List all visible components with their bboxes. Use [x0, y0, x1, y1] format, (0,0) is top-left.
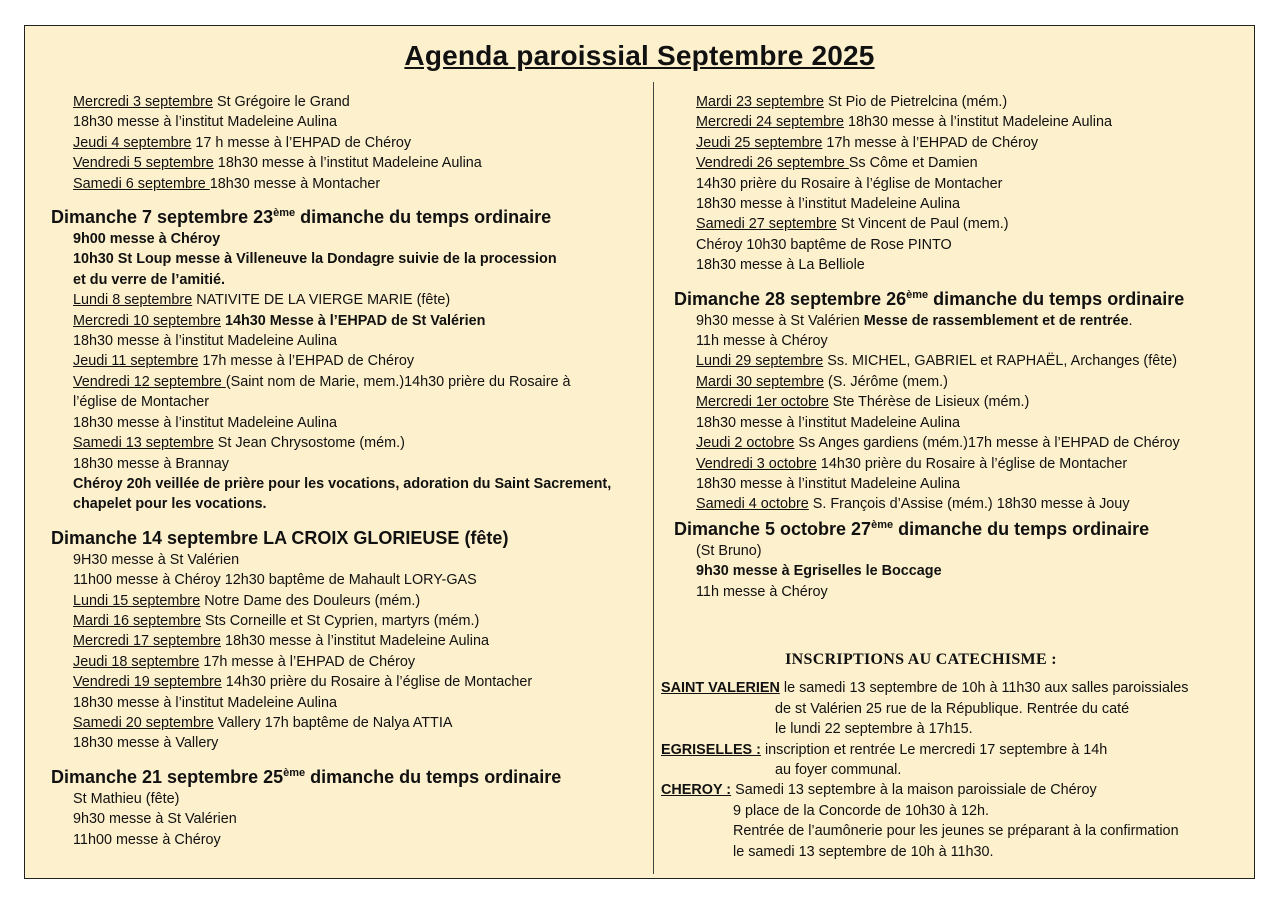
event-text: 17h messe à l’EHPAD de Chéroy	[822, 134, 1039, 151]
agenda-line	[73, 652, 653, 672]
right-column	[674, 92, 1236, 602]
event-text: 9h30 messe à St Valérien	[73, 811, 237, 828]
bold-text: 14h30 Messe à l’EHPAD de St Valérien	[220, 312, 486, 329]
event-text: 18h30 messe à Vallery	[73, 735, 219, 752]
cheroy-line: CHEROY : Samedi 13 septembre à la maison paroissiale de Chéroy	[661, 782, 1097, 799]
event-text: St Jean Chrysostome (mém.)	[213, 435, 405, 452]
egriselles-detail: au foyer communal.	[775, 762, 902, 779]
date-label: Mardi 16 septembre	[73, 612, 201, 629]
event-text: 14h30 prière du Rosaire à l’église de Montacher	[696, 175, 1003, 192]
sunday-heading-7: Dimanche 7 septembre 23ème dimanche du temps ordinaire	[51, 207, 552, 228]
event-text: 18h30 messe à l’institut Madeleine Aulina	[696, 196, 960, 213]
date-label: Vendredi 12 septembre	[73, 373, 226, 390]
agenda-line	[73, 672, 653, 692]
agenda-line	[696, 413, 1236, 433]
cheroy-detail: le samedi 13 septembre de 10h à 11h30.	[733, 843, 994, 860]
agenda-line	[696, 494, 1236, 514]
date-label: Samedi 20 septembre	[73, 714, 214, 731]
agenda-line	[73, 570, 653, 590]
agenda-line	[73, 713, 653, 733]
event-text: Ss Côme et Damien	[848, 155, 978, 172]
event-text: 11h00 messe à Chéroy	[73, 831, 221, 848]
date-label: Vendredi 3 octobre	[696, 455, 817, 472]
column-divider	[653, 82, 654, 874]
date-label: Jeudi 18 septembre	[73, 653, 200, 670]
event-text: 17 h messe à l’EHPAD de Chéroy	[191, 134, 412, 151]
sunday-7-lines	[73, 229, 653, 515]
left-column	[51, 92, 653, 850]
event-text: S. François d’Assise (mém.) 18h30 messe à Jouy	[808, 496, 1130, 513]
event-text: 18h30 messe à l’institut Madeleine Aulina	[73, 414, 337, 431]
saint-valerien-line: SAINT VALERIEN le samedi 13 septembre de 10h à 11h30 aux salles paroissiales	[661, 680, 1189, 697]
bold-text: 9h30 messe à Egriselles le Boccage	[696, 563, 942, 580]
agenda-line	[696, 153, 1236, 173]
date-label: Lundi 8 septembre	[73, 292, 193, 309]
event-text: Ss Anges gardiens (mém.)17h messe à l’EHPAD de Chéroy	[794, 435, 1180, 452]
bold-text: Messe de rassemblement et de rentrée	[863, 312, 1129, 329]
agenda-line	[73, 392, 653, 412]
event-text: 18h30 messe à La Belliole	[696, 257, 865, 274]
bold-text: et du verre de l’amitié.	[73, 271, 225, 288]
date-label: Mercredi 10 septembre	[73, 312, 221, 329]
date-label: Samedi 4 octobre	[696, 496, 809, 513]
event-text: 9h30 messe à St Valérien	[696, 312, 864, 329]
event-text: 18h30 messe à l’institut Madeleine Aulina	[220, 633, 489, 650]
agenda-line	[73, 351, 653, 371]
date-label: Vendredi 5 septembre	[73, 155, 214, 172]
egriselles-label: EGRISELLES :	[661, 741, 761, 758]
event-text: Vallery 17h baptême de Nalya ATTIA	[213, 714, 453, 731]
agenda-line	[73, 249, 653, 269]
date-label: Lundi 29 septembre	[696, 353, 824, 370]
date-label: Jeudi 4 septembre	[73, 134, 192, 151]
agenda-line	[696, 433, 1236, 453]
event-text: 18h30 messe à l’institut Madeleine Aulina	[213, 155, 482, 172]
event-text: Notre Dame des Douleurs (mém.)	[200, 592, 421, 609]
event-text: 17h messe à l’EHPAD de Chéroy	[198, 353, 415, 370]
event-text: 11h messe à Chéroy	[696, 583, 828, 600]
page-title: Agenda paroissial Septembre 2025	[404, 40, 875, 71]
date-label: Jeudi 11 septembre	[73, 353, 199, 370]
date-label: Vendredi 26 septembre	[696, 155, 849, 172]
agenda-line	[696, 194, 1236, 214]
event-text: St Grégoire le Grand	[212, 94, 350, 110]
sunday-heading-14: Dimanche 14 septembre LA CROIX GLORIEUSE (fête)	[51, 527, 509, 548]
agenda-line	[696, 331, 1236, 351]
event-text: .	[1128, 312, 1133, 329]
agenda-line	[696, 351, 1236, 371]
agenda-line	[73, 550, 653, 570]
sunday-28-lines	[696, 311, 1236, 515]
agenda-line	[696, 255, 1236, 275]
event-text: Ste Thérèse de Lisieux (mém.)	[828, 394, 1030, 411]
agenda-line	[73, 270, 653, 290]
event-text: 18h30 messe à l’institut Madeleine Aulina	[696, 475, 960, 492]
event-text: 11h00 messe à Chéroy 12h30 baptême de Mahault LORY-GAS	[73, 572, 477, 589]
event-text: 18h30 messe à l’institut Madeleine Aulina	[696, 414, 960, 431]
date-label: Mardi 23 septembre	[696, 94, 824, 110]
event-text: 14h30 prière du Rosaire à l’église de Montacher	[221, 674, 533, 691]
event-text: 17h messe à l’EHPAD de Chéroy	[199, 653, 416, 670]
event-text: Sts Corneille et St Cyprien, martyrs (mém.)	[200, 612, 480, 629]
agenda-line	[73, 290, 653, 310]
bold-text: 9h00 messe à Chéroy	[73, 231, 221, 248]
event-text: St Mathieu (fête)	[73, 790, 180, 807]
event-text: Ss. MICHEL, GABRIEL et RAPHAËL, Archanges (fête)	[823, 353, 1177, 370]
agenda-line	[73, 494, 653, 514]
date-label: Jeudi 25 septembre	[696, 134, 823, 151]
agenda-panel	[24, 25, 1255, 879]
event-text: 11h messe à Chéroy	[696, 333, 828, 350]
sunday-heading-28: Dimanche 28 septembre 26ème dimanche du temps ordinaire	[674, 288, 1185, 309]
agenda-line	[73, 413, 653, 433]
agenda-line	[696, 561, 1236, 581]
agenda-line	[73, 92, 653, 112]
cheroy-label: CHEROY :	[661, 782, 732, 799]
agenda-line	[73, 153, 653, 173]
agenda-line	[73, 372, 653, 392]
event-text: (Saint nom de Marie, mem.)14h30 prière du Rosaire à	[225, 373, 571, 390]
cheroy-detail: 9 place de la Concorde de 10h30 à 12h.	[733, 802, 990, 819]
event-text: l’église de Montacher	[73, 394, 209, 411]
agenda-line	[73, 733, 653, 753]
agenda-line	[696, 582, 1236, 602]
event-text: 18h30 messe à l’institut Madeleine Aulina	[73, 333, 337, 350]
date-label: Samedi 13 septembre	[73, 435, 214, 452]
agenda-line	[696, 372, 1236, 392]
agenda-line	[696, 133, 1236, 153]
agenda-line	[73, 474, 653, 494]
event-text: (S. Jérôme (mem.)	[823, 373, 948, 390]
date-label: Mercredi 17 septembre	[73, 633, 221, 650]
agenda-line	[73, 454, 653, 474]
date-label: Samedi 6 septembre	[73, 175, 210, 192]
agenda-line	[73, 112, 653, 132]
catechisme-section	[661, 650, 1241, 862]
saint-valerien-detail: le lundi 22 septembre à 17h15.	[775, 721, 973, 738]
agenda-line	[696, 214, 1236, 234]
right-top-lines	[696, 92, 1236, 276]
agenda-line	[696, 454, 1236, 474]
agenda-line	[696, 392, 1236, 412]
sunday-5-oct-lines	[696, 541, 1236, 602]
egriselles-line: EGRISELLES : inscription et rentrée Le mercredi 17 septembre à 14h	[661, 741, 1108, 758]
bold-text: chapelet pour les vocations.	[73, 496, 267, 513]
cheroy-detail: Rentrée de l’aumônerie pour les jeunes se préparant à la confirmation	[733, 823, 1179, 840]
date-label: Vendredi 19 septembre	[73, 674, 222, 691]
date-label: Mercredi 24 septembre	[696, 114, 844, 131]
agenda-line	[73, 331, 653, 351]
saint-valerien-detail: de st Valérien 25 rue de la République. Rentrée du caté	[775, 700, 1130, 717]
date-label: Mardi 30 septembre	[696, 373, 824, 390]
agenda-line	[73, 433, 653, 453]
bold-text: 10h30 St Loup messe à Villeneuve la Dondagre suivie de la procession	[73, 251, 557, 268]
event-text: St Vincent de Paul (mem.)	[836, 216, 1009, 233]
agenda-line	[73, 311, 653, 331]
agenda-line	[73, 133, 653, 153]
agenda-line	[73, 693, 653, 713]
date-label: Lundi 15 septembre	[73, 592, 201, 609]
sunday-heading-5-oct: Dimanche 5 octobre 27ème dimanche du temps ordinaire	[674, 518, 1150, 539]
left-top-lines	[73, 92, 653, 194]
sunday-21-lines	[73, 789, 653, 850]
agenda-line	[73, 174, 653, 194]
sunday-14-lines	[73, 550, 653, 754]
agenda-line	[73, 631, 653, 651]
agenda-line	[73, 809, 653, 829]
agenda-line	[73, 611, 653, 631]
event-text: 9H30 messe à St Valérien	[73, 551, 240, 568]
agenda-line	[73, 229, 653, 249]
event-text: 18h30 messe à Brannay	[73, 455, 229, 472]
agenda-line	[696, 174, 1236, 194]
agenda-line	[696, 92, 1236, 112]
agenda-line	[696, 235, 1236, 255]
agenda-line	[73, 830, 653, 850]
bold-text: Chéroy 20h veillée de prière pour les vocations, adoration du Saint Sacrement,	[73, 475, 612, 492]
event-text: (St Bruno)	[696, 542, 762, 559]
event-text: 18h30 messe à l’institut Madeleine Aulina	[843, 114, 1112, 131]
saint-valerien-label: SAINT VALERIEN	[661, 680, 780, 697]
agenda-line	[73, 591, 653, 611]
date-label: Jeudi 2 octobre	[696, 435, 795, 452]
sunday-heading-21: Dimanche 21 septembre 25ème dimanche du temps ordinaire	[51, 766, 562, 787]
date-label: Mercredi 3 septembre	[73, 94, 213, 110]
date-label: Mercredi 1er octobre	[696, 394, 829, 411]
event-text: 14h30 prière du Rosaire à l’église de Montacher	[816, 455, 1128, 472]
event-text: St Pio de Pietrelcina (mém.)	[823, 94, 1008, 110]
event-text: 18h30 messe à Montacher	[209, 175, 381, 192]
event-text: Chéroy 10h30 baptême de Rose PINTO	[696, 236, 952, 253]
event-text: NATIVITE DE LA VIERGE MARIE (fête)	[192, 292, 451, 309]
event-text: 18h30 messe à l’institut Madeleine Aulina	[73, 694, 337, 711]
agenda-line	[696, 474, 1236, 494]
agenda-line	[696, 311, 1236, 331]
catechisme-title: INSCRIPTIONS AU CATECHISME :	[785, 651, 1057, 668]
event-text: 18h30 messe à l’institut Madeleine Aulina	[73, 114, 337, 131]
agenda-line	[696, 112, 1236, 132]
agenda-line	[696, 541, 1236, 561]
agenda-line	[73, 789, 653, 809]
date-label: Samedi 27 septembre	[696, 216, 837, 233]
